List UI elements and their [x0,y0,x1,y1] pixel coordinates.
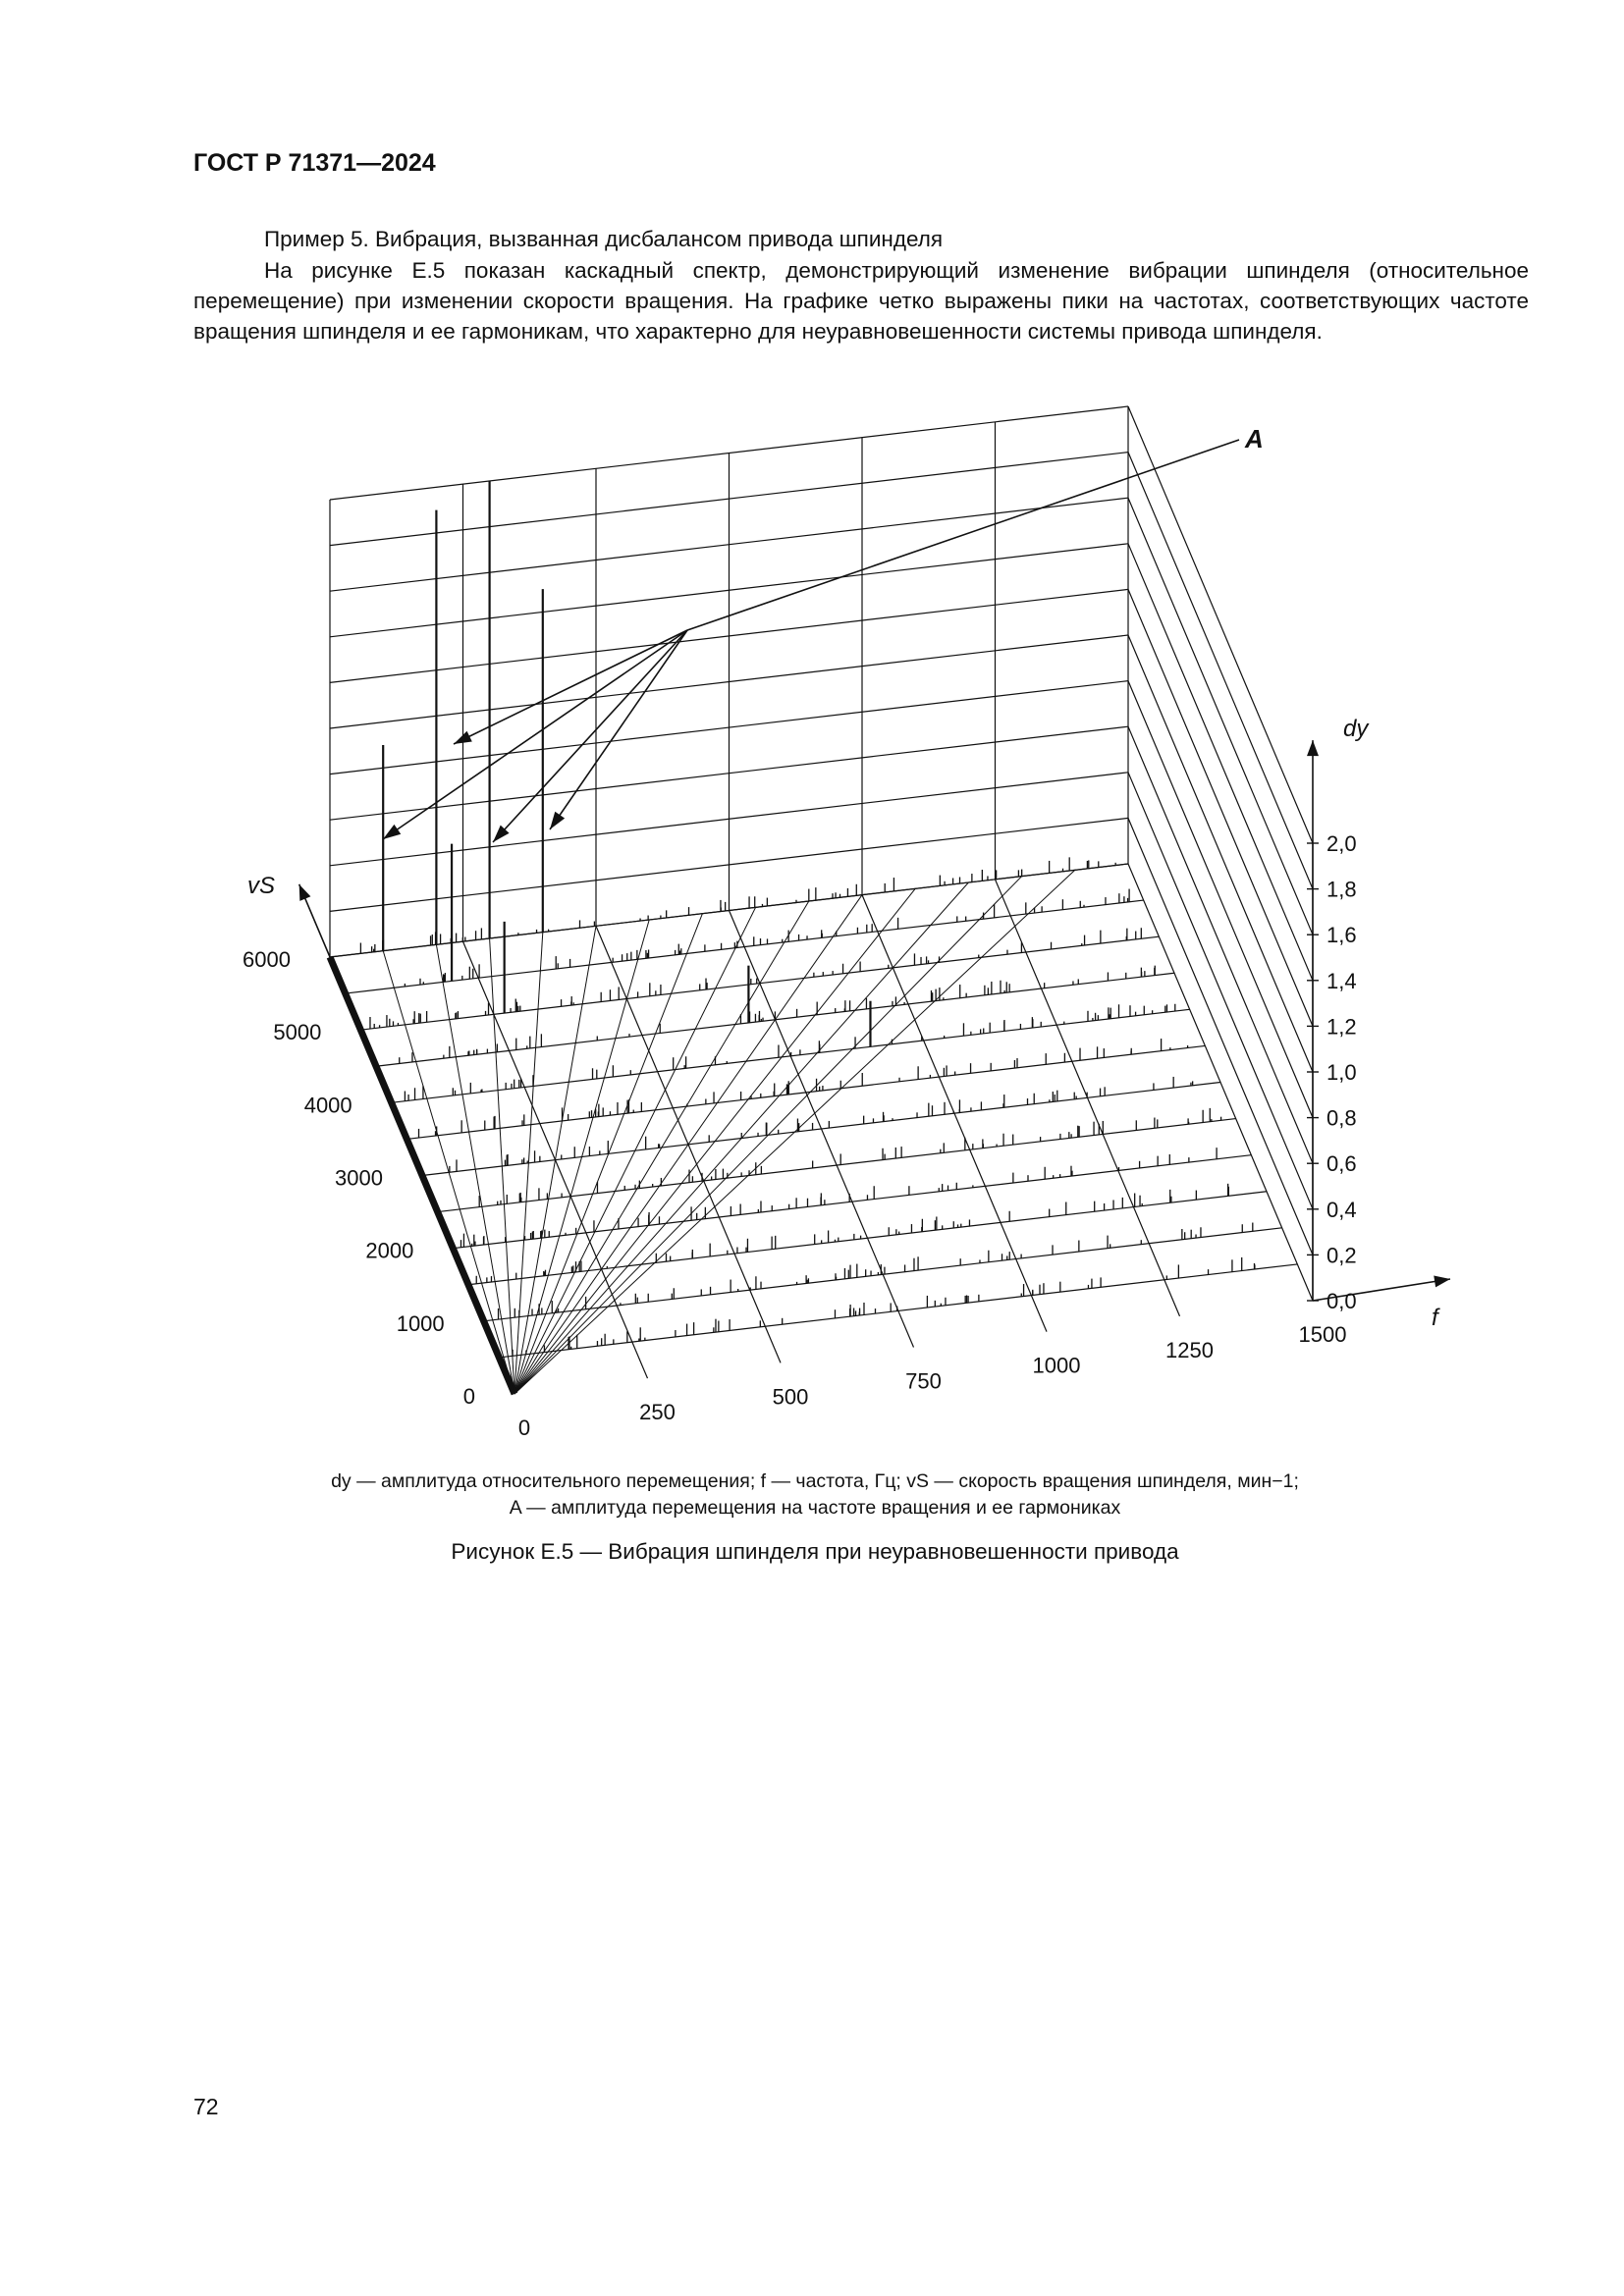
dy-tick-label: 0,2 [1326,1243,1357,1268]
side-wall-line [1128,453,1313,889]
order-line [514,877,1022,1394]
dy-tick-label: 1,4 [1326,968,1357,993]
f-tick-label: 1500 [1298,1322,1347,1347]
order-line [514,895,862,1394]
side-wall-line [1128,406,1313,843]
floor-grid [330,864,1297,1394]
dy-axis-head [1307,740,1319,756]
dy-tick-label: 1,2 [1326,1014,1357,1040]
vs-tick-label: 5000 [273,1020,322,1045]
side-wall-line [1128,498,1313,934]
f-tick-label: 500 [772,1384,809,1410]
spectra-layer [360,481,1255,1356]
annotation-arrow [550,630,687,829]
side-wall-line [1128,726,1313,1163]
f-tick-label: 1000 [1032,1353,1081,1378]
dy-axis-title: dy [1343,716,1369,742]
order-line [490,938,514,1394]
dy-tick-label: 1,0 [1326,1060,1357,1085]
dy-tick-label: 1,8 [1326,877,1357,902]
legend-line-2: A — амплитуда перемещения на частоте вращения и ее гармониках [509,1497,1121,1519]
vs-tick-label: 1000 [396,1310,445,1336]
f-tick-label: 0 [517,1415,531,1440]
figure-legend [196,1468,1434,1522]
f-tick-label: 1250 [1165,1337,1214,1362]
order-line [514,901,809,1394]
annotation-A-label: A [1245,424,1264,454]
legend-line-1: dy — амплитуда относительного перемещения; f — частота, Гц; vS — скорость вращения шпинделя, мин−1; [331,1470,1299,1492]
example-title: Пример 5. Вибрация, вызванная дисбалансом привода шпинделя [264,227,944,251]
annotation-A-line [687,440,1239,630]
figure-caption: Рисунок Е.5 — Вибрация шпинделя при неуравновешенности привода [451,1539,1179,1564]
vs-tick-label: 4000 [303,1093,352,1118]
body-paragraph: На рисунке Е.5 показан каскадный спектр, демонстрирующий изменение вибрации шпинделя (относительное перемещение) при изменении скорости вращения. На графике четко выражены пики на частотах, соответствующих частоте вращения шпинделя и ее гармоникам, что характерно для неуравновешенности системы привода шпинделя. [193,258,1529,344]
f-tick-label: 750 [905,1368,942,1394]
f-tick-label: 250 [639,1400,676,1425]
vs-tick-label: 6000 [243,947,291,972]
dy-tick-label: 1,6 [1326,923,1357,948]
side-wall-line [1128,544,1313,981]
side-wall-line [1128,635,1313,1072]
vs-tick-label: 2000 [365,1238,414,1263]
side-wall-line [1128,589,1313,1026]
order-line [514,933,543,1394]
dy-tick-label: 0,0 [1326,1289,1357,1313]
tick-labels [243,716,1440,1440]
page-number: 72 [193,2094,219,2119]
vs-axis-title: vS [247,873,276,899]
side-wall-line [1128,773,1313,1209]
annotation-arrowhead [550,812,565,829]
order-line [514,870,1075,1394]
f-axis-head [1434,1276,1450,1288]
document-header: ГОСТ Р 71371—2024 [193,149,436,177]
side-wall-line [1128,818,1313,1255]
annotation-arrow [383,630,687,839]
dy-tick-label: 2,0 [1326,831,1357,856]
dy-tick-label: 0,8 [1326,1105,1357,1131]
dy-tick-label: 0,4 [1326,1197,1357,1222]
vs-axis-head [299,884,311,901]
vs-tick-label: 0 [462,1384,475,1409]
dy-tick-label: 0,6 [1326,1151,1357,1177]
f-axis-title: f [1432,1305,1438,1331]
order-line [514,888,915,1394]
vs-tick-label: 3000 [335,1165,383,1191]
annotation-arrowhead [383,825,401,839]
